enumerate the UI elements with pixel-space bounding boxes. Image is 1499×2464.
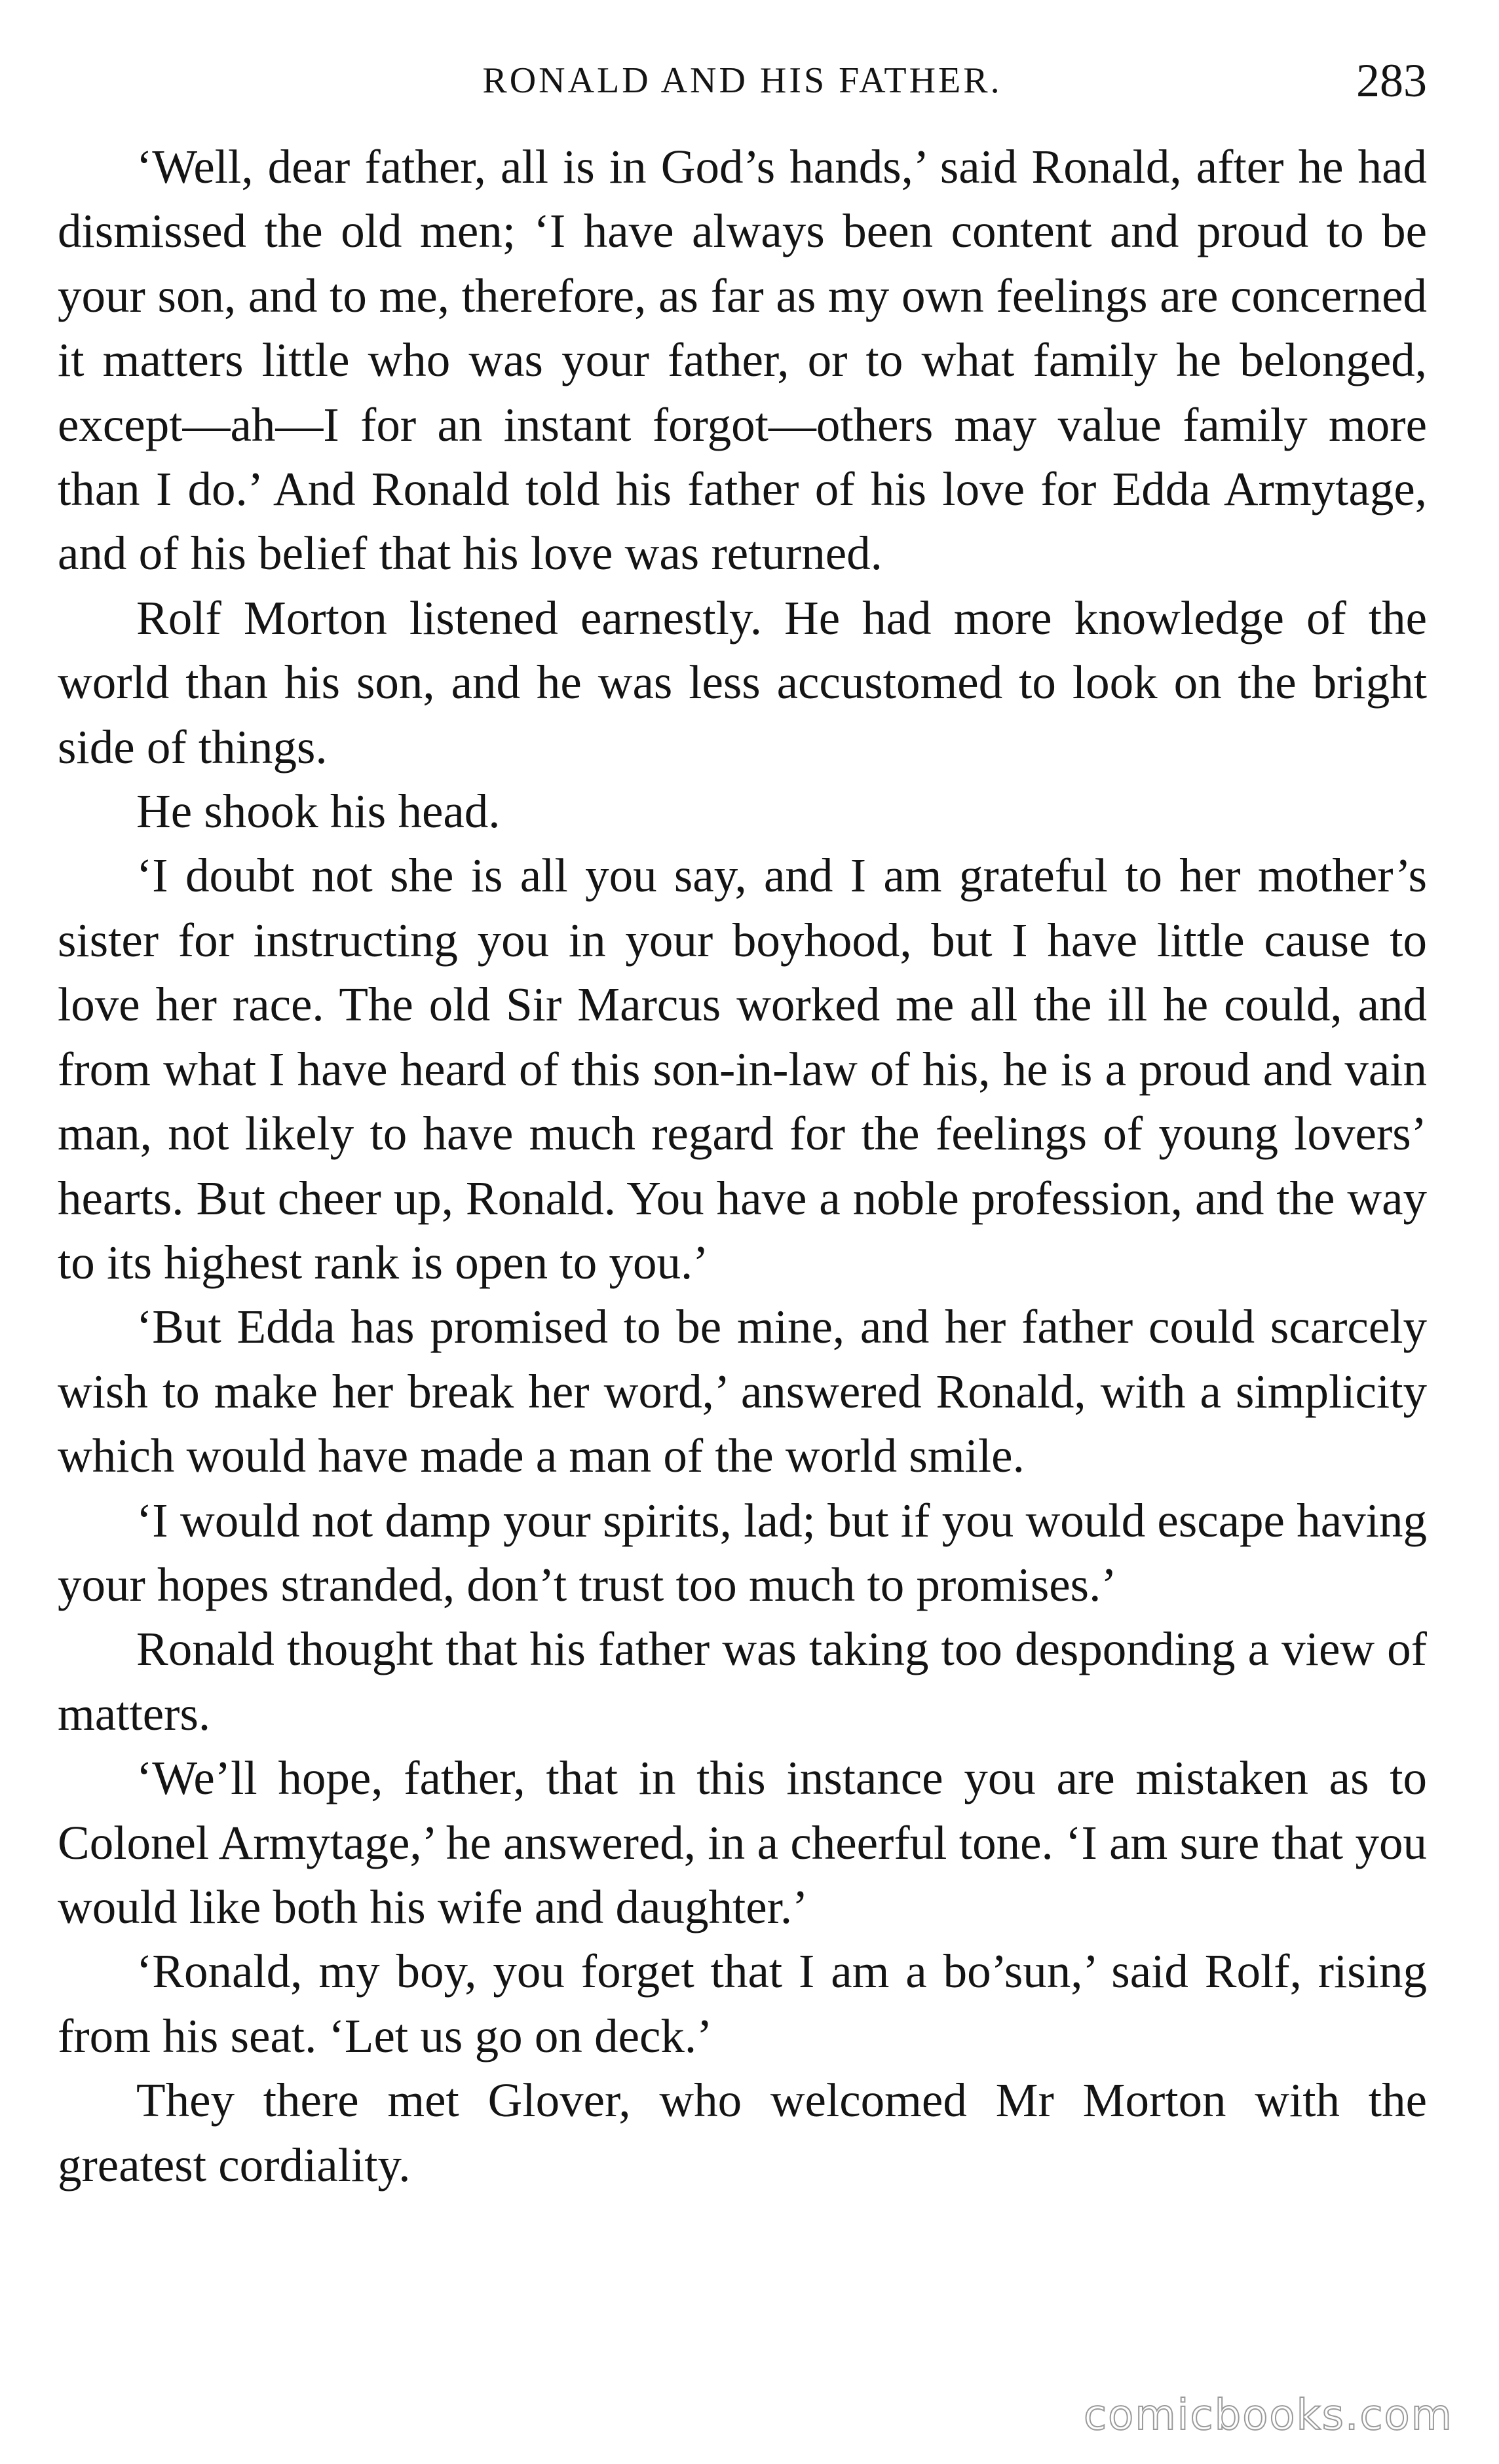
paragraph: Ronald thought that his father was taking too desponding a view of matters.	[58, 1622, 1427, 1740]
running-title: RONALD AND HIS FATHER.	[482, 60, 1002, 101]
paragraph: Rolf Morton listened earnestly. He had more knowledge of the world than his son, and he was less accustomed to look on the bright side of things.	[58, 591, 1427, 774]
paragraph: ‘I doubt not she is all you say, and I am grateful to her mother’s sister for instructing you in your boyhood, but I have little cause to love her race. The old Sir Marcus worked me all the ill he could, and from what I have heard of this son-in-law of his, he is a proud and vain man, not likely to have much regard for the feelings of young lovers’ hearts. But cheer up, Ronald. You have a noble profession, and the way to its highest rank is open to you.’	[58, 849, 1427, 1289]
paragraph: ‘Ronald, my boy, you forget that I am a bo’sun,’ said Rolf, rising from his seat. ‘Let us go on deck.’	[58, 1945, 1427, 2063]
watermark: comicbooks.com	[1083, 2391, 1453, 2440]
body-text	[58, 135, 1427, 2197]
paragraph: ‘But Edda has promised to be mine, and her father could scarcely wish to make her break her word,’ answered Ronald, with a simplicity which would have made a man of the world smile.	[58, 1300, 1427, 1483]
paragraph: ‘I would not damp your spirits, lad; but if you would escape having your hopes stranded, don’t trust too much to promises.’	[58, 1493, 1427, 1611]
running-head	[58, 51, 1427, 110]
page-number: 283	[1356, 54, 1427, 107]
paragraph: ‘We’ll hope, father, that in this instance you are mistaken as to Colonel Armytage,’ he answered, in a cheerful tone. ‘I am sure that you would like both his wife and daughter.’	[58, 1751, 1427, 1933]
paragraph: ‘Well, dear father, all is in God’s hands,’ said Ronald, after he had dismissed the old men; ‘I have always been content and proud to be your son, and to me, therefore, as far as my own feelings are concerned it matters little who was your father, or to what family he belonged, except—ah—I for an instant forgot—others may value family more than I do.’ And Ronald told his father of his love for Edda Armytage, and of his belief that his love was returned.	[58, 140, 1427, 580]
paragraph: He shook his head.	[136, 785, 501, 838]
paragraph: They there met Glover, who welcomed Mr Morton with the greatest cordiality.	[58, 2074, 1427, 2192]
